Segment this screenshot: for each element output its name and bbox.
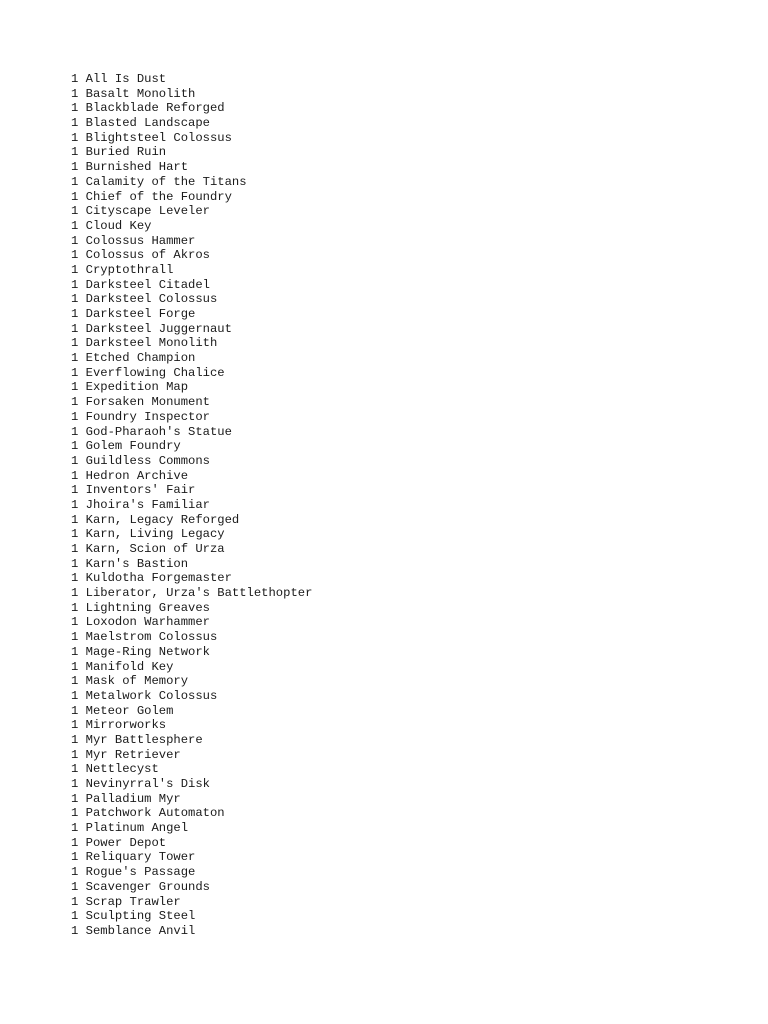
card-name: Karn, Scion of Urza	[85, 542, 225, 556]
card-quantity: 1	[71, 865, 79, 880]
deck-line	[71, 116, 312, 131]
card-quantity: 1	[71, 600, 79, 615]
deck-line	[71, 630, 312, 645]
deck-line	[71, 909, 312, 924]
deck-line	[71, 219, 312, 234]
card-name: Hedron Archive	[85, 468, 189, 483]
deck-line	[71, 615, 312, 630]
deck-line	[71, 498, 312, 513]
card-quantity: 1	[71, 718, 79, 733]
card-quantity: 1	[71, 130, 79, 145]
card-name: Scrap Trawler	[85, 894, 181, 909]
card-name: Reliquary Tower	[85, 850, 196, 865]
card-quantity: 1	[71, 497, 79, 512]
deck-line	[71, 439, 312, 454]
card-name: Mage-Ring Network	[85, 644, 210, 659]
card-name: Golem Foundry	[85, 439, 181, 454]
deck-line	[71, 601, 312, 616]
card-quantity: 1	[71, 674, 79, 689]
card-quantity: 1	[71, 160, 79, 175]
card-quantity: 1	[71, 380, 79, 395]
deck-line	[71, 425, 312, 440]
card-quantity: 1	[71, 644, 79, 659]
card-name: God-Pharaoh's Statue	[85, 424, 232, 439]
card-quantity: 1	[71, 571, 79, 586]
card-name: Cloud Key	[85, 218, 152, 233]
card-quantity: 1	[71, 556, 79, 571]
card-quantity: 1	[71, 879, 79, 894]
card-quantity: 1	[71, 321, 79, 336]
card-name: Nettlecyst	[85, 762, 159, 777]
card-quantity: 1	[71, 395, 79, 410]
card-quantity: 1	[71, 424, 79, 439]
card-name: Jhoira's Familiar	[85, 497, 210, 512]
deck-line	[71, 836, 312, 851]
card-name: Chief of the Foundry	[85, 189, 232, 204]
card-quantity: 1	[71, 204, 79, 219]
card-quantity: 1	[71, 659, 79, 674]
deck-line	[71, 586, 312, 601]
deck-line	[71, 557, 312, 572]
card-name: Platinum Angel	[85, 821, 189, 836]
card-quantity: 1	[71, 409, 79, 424]
card-name: Semblance Anvil	[85, 923, 196, 938]
deck-line	[71, 806, 312, 821]
card-name: Myr Battlesphere	[85, 732, 203, 747]
card-name: Darksteel Citadel	[85, 277, 210, 292]
card-name: Meteor Golem	[85, 703, 174, 718]
card-name: Karn's Bastion	[85, 556, 189, 571]
card-quantity: 1	[71, 615, 79, 630]
card-name: Darksteel Juggernaut	[85, 321, 232, 336]
card-name: Scavenger Grounds	[85, 879, 210, 894]
card-quantity: 1	[71, 512, 79, 527]
card-name: Darksteel Forge	[85, 307, 196, 321]
deck-line	[71, 645, 312, 660]
card-quantity: 1	[71, 453, 79, 468]
card-quantity: 1	[71, 762, 79, 777]
card-quantity: 1	[71, 850, 79, 865]
card-quantity: 1	[71, 747, 79, 762]
deck-line	[71, 131, 312, 146]
card-quantity: 1	[71, 292, 79, 307]
card-name: Forsaken Monument	[85, 395, 210, 410]
card-quantity: 1	[71, 527, 79, 542]
card-quantity: 1	[71, 351, 79, 366]
card-name: Blasted Landscape	[85, 116, 210, 131]
card-name: Guildless Commons	[85, 453, 210, 468]
card-quantity: 1	[71, 248, 79, 263]
card-name: Patchwork Automaton	[85, 806, 225, 821]
deck-line	[71, 660, 312, 675]
card-name: Darksteel Monolith	[85, 336, 218, 351]
card-name: Liberator, Urza's Battlethopter	[85, 586, 313, 601]
deck-line	[71, 454, 312, 469]
card-quantity: 1	[71, 732, 79, 747]
deck-line	[71, 924, 312, 939]
card-name: Myr Retriever	[85, 747, 181, 762]
card-name: Calamity of the Titans	[85, 174, 247, 189]
deck-line	[71, 322, 312, 337]
card-name: Loxodon Warhammer	[85, 615, 210, 630]
card-quantity: 1	[71, 909, 79, 924]
deck-line	[71, 865, 312, 880]
card-name: Mirrorworks	[85, 718, 167, 733]
deck-line	[71, 366, 312, 381]
card-name: Colossus Hammer	[85, 233, 196, 248]
card-name: Etched Champion	[85, 351, 196, 366]
deck-line	[71, 527, 312, 542]
card-name: Maelstrom Colossus	[85, 630, 218, 645]
deck-line	[71, 278, 312, 293]
deck-line	[71, 880, 312, 895]
card-name: Sculpting Steel	[85, 909, 196, 924]
card-quantity: 1	[71, 923, 79, 938]
card-name: Karn, Living Legacy	[85, 527, 225, 542]
deck-line	[71, 145, 312, 160]
deck-line	[71, 351, 312, 366]
card-quantity: 1	[71, 542, 79, 556]
deck-list	[71, 72, 312, 939]
card-quantity: 1	[71, 262, 79, 277]
card-quantity: 1	[71, 145, 79, 160]
card-quantity: 1	[71, 218, 79, 233]
card-name: Basalt Monolith	[85, 86, 196, 101]
card-quantity: 1	[71, 791, 79, 806]
deck-line	[71, 292, 312, 307]
card-name: Expedition Map	[85, 380, 189, 395]
deck-line	[71, 469, 312, 484]
card-quantity: 1	[71, 72, 79, 86]
card-quantity: 1	[71, 821, 79, 836]
deck-line	[71, 777, 312, 792]
card-quantity: 1	[71, 630, 79, 645]
deck-line	[71, 248, 312, 263]
deck-line	[71, 263, 312, 278]
card-quantity: 1	[71, 894, 79, 909]
card-quantity: 1	[71, 688, 79, 703]
card-quantity: 1	[71, 174, 79, 189]
card-name: Colossus of Akros	[85, 248, 210, 263]
deck-line	[71, 792, 312, 807]
deck-line	[71, 101, 312, 116]
card-name: Cryptothrall	[85, 262, 174, 277]
deck-line	[71, 87, 312, 102]
card-quantity: 1	[71, 336, 79, 351]
card-quantity: 1	[71, 86, 79, 101]
deck-line	[71, 850, 312, 865]
deck-line	[71, 410, 312, 425]
deck-line	[71, 718, 312, 733]
deck-line	[71, 762, 312, 777]
card-quantity: 1	[71, 307, 79, 321]
card-name: Cityscape Leveler	[85, 204, 210, 219]
deck-line	[71, 733, 312, 748]
card-quantity: 1	[71, 233, 79, 248]
card-name: Buried Ruin	[85, 145, 167, 160]
deck-line	[71, 190, 312, 205]
card-quantity: 1	[71, 189, 79, 204]
deck-line	[71, 542, 312, 557]
card-quantity: 1	[71, 483, 79, 498]
card-name: Mask of Memory	[85, 674, 189, 689]
card-name: Manifold Key	[85, 659, 174, 674]
card-quantity: 1	[71, 468, 79, 483]
deck-line	[71, 674, 312, 689]
deck-line	[71, 175, 312, 190]
card-name: Metalwork Colossus	[85, 688, 218, 703]
deck-line	[71, 160, 312, 175]
card-name: Blackblade Reforged	[85, 101, 225, 116]
deck-line	[71, 821, 312, 836]
card-quantity: 1	[71, 806, 79, 821]
card-name: Everflowing Chalice	[85, 365, 225, 380]
card-quantity: 1	[71, 777, 79, 791]
deck-line	[71, 483, 312, 498]
deck-line	[71, 689, 312, 704]
card-quantity: 1	[71, 101, 79, 116]
card-name: Darksteel Colossus	[85, 292, 218, 307]
card-name: Kuldotha Forgemaster	[85, 571, 232, 586]
card-name: Blightsteel Colossus	[85, 130, 232, 145]
card-name: Palladium Myr	[85, 791, 181, 806]
card-name: Inventors' Fair	[85, 483, 196, 498]
card-name: Foundry Inspector	[85, 409, 210, 424]
deck-line	[71, 307, 312, 322]
card-quantity: 1	[71, 835, 79, 850]
card-name: Nevinyrral's Disk	[85, 777, 210, 791]
deck-line	[71, 571, 312, 586]
deck-line	[71, 204, 312, 219]
card-quantity: 1	[71, 439, 79, 454]
card-name: Karn, Legacy Reforged	[85, 512, 240, 527]
deck-line	[71, 513, 312, 528]
card-name: Burnished Hart	[85, 160, 189, 175]
card-quantity: 1	[71, 365, 79, 380]
card-name: All Is Dust	[85, 72, 167, 86]
deck-line	[71, 895, 312, 910]
card-quantity: 1	[71, 277, 79, 292]
card-quantity: 1	[71, 116, 79, 131]
deck-line	[71, 704, 312, 719]
deck-line	[71, 336, 312, 351]
deck-line	[71, 380, 312, 395]
card-name: Lightning Greaves	[85, 600, 210, 615]
deck-line	[71, 234, 312, 249]
card-name: Power Depot	[85, 835, 167, 850]
deck-line	[71, 395, 312, 410]
deck-line	[71, 748, 312, 763]
card-quantity: 1	[71, 703, 79, 718]
deck-line	[71, 72, 312, 87]
card-quantity: 1	[71, 586, 79, 601]
card-name: Rogue's Passage	[85, 865, 196, 880]
